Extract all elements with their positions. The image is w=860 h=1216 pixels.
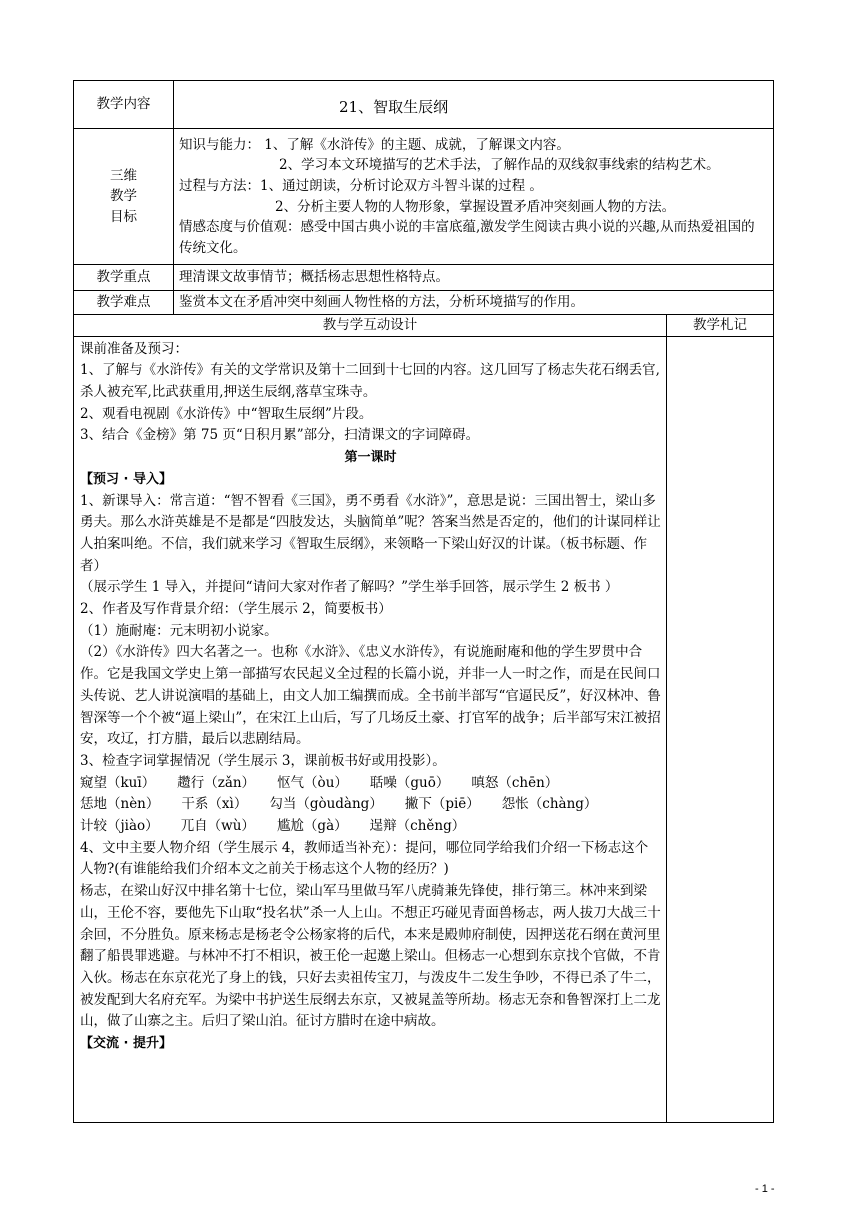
key-label: 教学重点 — [74, 265, 174, 291]
figure-title: 4、文中主要人物介绍（学生展示 4，教师适当补充）：提问，哪位同学给我们介绍一下杨志这个人物?(有谁能给我们介绍本文之前关于杨志这个人物的经历？) — [80, 839, 649, 878]
author-title: 2、作者及写作背景介绍：（学生展示 2，简要板书） — [80, 601, 392, 618]
prep-title: 课前准备及预习： — [80, 340, 188, 357]
design-body — [74, 336, 667, 1122]
word-item: 嗔怒（chēn） — [471, 774, 559, 791]
goals-label-line: 三维 — [110, 167, 137, 184]
word-item: 勾当（gòudàng） — [269, 796, 383, 813]
author-item: （1）施耐庵：元末明初小说家。 — [80, 622, 278, 639]
word-row — [80, 794, 661, 816]
word-item: 聒噪（guō） — [369, 774, 450, 791]
intro-note: （展示学生 1 导入，并提问“请问大家对作者了解吗？”学生举手回答，展示学生 2 板书 ） — [80, 579, 619, 596]
figure-text: 杨志，在梁山好汉中排名第十七位，梁山军马里做马军八虎骑兼先锋使，排行第三。林冲来到梁山，王伦不容，要他先下山取“投名状”杀一人上山。不想正巧碰见青面兽杨志，两人拔刀大战三十余回，不分胜负。原来杨志是杨老令公杨家将的后代，本来是殿帅府制使，因押送花石纲在黄河里翻了船畏罪逃避。与林冲不打不相识，被王伦一起邀上梁山。但杨志一心想到东京找个官做，不肯入伙。杨志在东京花光了身上的钱，只好去卖祖传宝刀，与泼皮牛二发生争吵，不得已杀了牛二，被发配到大名府充军。为梁中书护送生辰纲去东京，又被晁盖等所劫。杨志无奈和鲁智深打上二龙山，做了山寨之主。后归了梁山泊。征讨方腊时在途中病故。 — [80, 883, 661, 1030]
notes-cell — [667, 336, 774, 1122]
author-item: （2）《水浒传》四大名著之一。也称《水浒》、《忠义水浒传》，有说施耐庵和他的学生罗贯中合作。它是我国文学史上第一部描写农民起义全过程的长篇小说，并非一人一时之作，而是在民间口头传说、艺人讲说演唱的基础上，由文人加工编撰而成。全书前半部写“官逼民反”，好汉林冲、鲁智深等一个个被“逼上梁山”，在宋江上山后，写了几场反土豪、打官军的战争；后半部写宋江被招安，攻辽，打方腊，最后以悲剧结局。 — [80, 644, 661, 748]
word-item: 尴尬（gà） — [276, 818, 348, 835]
goal-line: 知识与能力： 1、了解《水浒传》的主题、成就，了解课文内容。 — [179, 136, 570, 153]
word-item: 趱行（zǎn） — [177, 774, 256, 791]
lesson-plan-table — [73, 80, 774, 1123]
goal-line: 情感态度与价值观：感受中国古典小说的丰富底蕴,激发学生阅读古典小说的兴趣,从而热爱祖国的传统文化。 — [179, 219, 755, 256]
lesson-title-cell — [174, 81, 774, 129]
page-number: - 1 - — [755, 1183, 775, 1195]
section-preview-intro: 【预习 · 导入】 — [80, 471, 172, 487]
key-text: 理清课文故事情节；概括杨志思想性格特点。 — [174, 265, 774, 291]
prep-item: 3、结合《金榜》第 75 页“日积月累”部分，扫清课文的字词障碍。 — [80, 427, 480, 444]
words-title: 3、检查字词掌握情况（学生展示 3，课前板书好或用投影）。 — [80, 752, 446, 769]
word-item: 干系（xì） — [181, 796, 248, 813]
design-header: 教与学互动设计 — [74, 315, 667, 337]
word-item: 逞辩（chěng） — [369, 818, 466, 835]
intro-paragraph: 1、新课导入：常言道：“智不智看《三国》，勇不勇看《水浒》”，意思是说：三国出智士，梁山多勇夫。那么水浒英雄是不是都是“四肢发达，头脑简单”呢？答案当然是否定的，他们的计谋同样让人拍案叫绝。不信，我们就来学习《智取生辰纲》，来领略一下梁山好汉的计谋。（板书标题、作者） — [80, 492, 661, 574]
word-item: 计较（jiào） — [80, 818, 159, 835]
word-item: 撇下（piē） — [404, 796, 480, 813]
word-row — [80, 773, 661, 795]
word-item: 兀自（wù） — [180, 818, 255, 835]
content-label: 教学内容 — [74, 81, 174, 129]
word-item: 窥望（kuī） — [80, 774, 156, 791]
goal-line: 2、分析主要人物的人物形象，掌握设置矛盾冲突刻画人物的方法。 — [275, 198, 676, 215]
goals-label-line: 教学 — [110, 188, 137, 205]
word-item: 恁地（nèn） — [80, 796, 160, 813]
difficulty-text: 鉴赏本文在矛盾冲突中刻画人物性格的方法，分析环境描写的作用。 — [174, 291, 774, 315]
word-row — [80, 816, 661, 838]
goals-cell — [174, 129, 774, 265]
goal-line: 2、学习本文环境描写的艺术手法，了解作品的双线叙事线索的结构艺术。 — [279, 157, 720, 174]
section-exchange: 【交流 · 提升】 — [80, 1036, 172, 1052]
difficulty-label: 教学难点 — [74, 291, 174, 315]
lesson-heading: 第一课时 — [344, 450, 397, 466]
word-item: 怨怅（chàng） — [501, 796, 598, 813]
goals-label-line: 目标 — [110, 208, 137, 225]
goals-label — [74, 129, 174, 265]
lesson-title: 21、智取生辰纲 — [339, 97, 449, 116]
goal-line: 过程与方法：1、通过朗读，分析讨论双方斗智斗谋的过程 。 — [179, 177, 543, 194]
prep-item: 2、观看电视剧《水浒传》中“智取生辰纲”片段。 — [80, 405, 373, 422]
word-item: 怄气（òu） — [277, 774, 348, 791]
prep-item: 1、了解与《水浒传》有关的文学常识及第十二回到十七回的内容。这几回写了杨志失花石纲丢官,杀人被充军,比武获重用,押送生辰纲,落草宝珠寺。 — [80, 362, 660, 400]
notes-header: 教学札记 — [667, 315, 774, 337]
